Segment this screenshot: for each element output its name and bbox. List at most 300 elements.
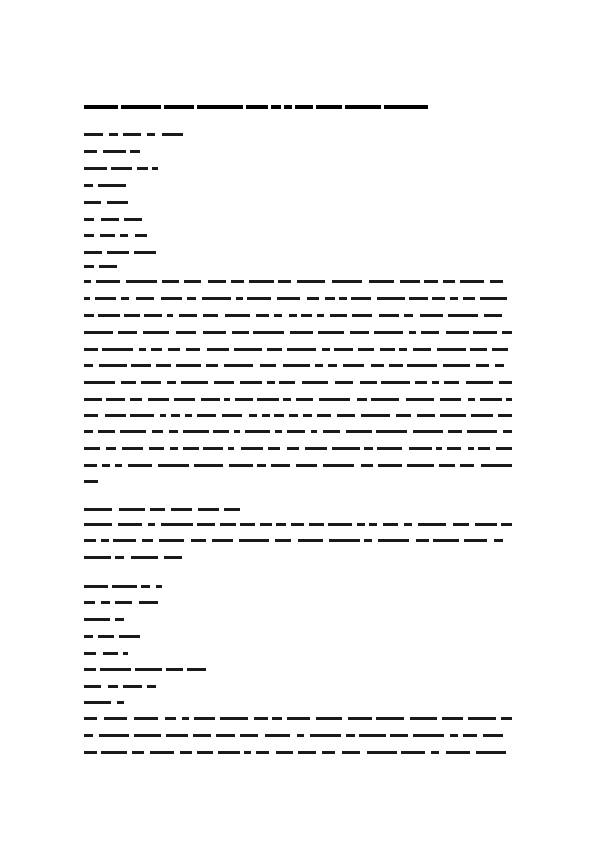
text-word — [421, 331, 439, 334]
text-word — [443, 280, 455, 283]
text-line — [84, 749, 512, 757]
text-word — [165, 717, 176, 720]
text-line — [84, 699, 124, 707]
text-word — [468, 398, 475, 401]
text-word — [84, 447, 100, 450]
text-word — [99, 364, 127, 367]
text-word — [418, 523, 446, 526]
text-word — [185, 414, 192, 417]
text-word — [409, 447, 432, 450]
text-word — [139, 601, 158, 604]
text-word — [212, 539, 233, 542]
text-word — [224, 364, 253, 367]
text-word — [201, 398, 220, 401]
text-word — [364, 447, 373, 450]
text-word — [401, 751, 425, 754]
text-word — [84, 398, 102, 401]
text-word — [103, 652, 118, 655]
text-word — [213, 430, 229, 433]
text-word — [167, 314, 173, 317]
text-word — [466, 381, 493, 384]
text-word — [470, 348, 487, 351]
text-word — [182, 717, 189, 720]
text-word — [256, 751, 269, 754]
text-word — [279, 381, 295, 384]
text-word — [249, 414, 257, 417]
text-word — [120, 430, 146, 433]
text-word — [183, 447, 199, 450]
text-word — [84, 381, 115, 384]
text-word — [121, 381, 136, 384]
text-line — [84, 616, 124, 624]
title-word — [345, 105, 381, 109]
text-word — [420, 314, 443, 317]
text-word — [84, 635, 93, 638]
text-word — [296, 398, 313, 401]
text-word — [123, 652, 128, 655]
text-word — [174, 398, 195, 401]
text-word — [369, 280, 394, 283]
text-word — [107, 201, 128, 204]
text-word — [254, 717, 268, 720]
text-line — [84, 216, 142, 224]
text-word — [84, 701, 111, 704]
text-word — [476, 751, 506, 754]
text-word — [187, 668, 206, 671]
title-word — [84, 105, 118, 109]
text-word — [134, 734, 161, 737]
text-word — [84, 251, 102, 254]
text-word — [409, 331, 416, 334]
text-line — [84, 521, 512, 529]
text-word — [332, 447, 360, 450]
text-word — [468, 717, 496, 720]
text-word — [115, 618, 124, 621]
text-word — [84, 414, 98, 417]
text-word — [135, 234, 147, 237]
text-word — [357, 398, 367, 401]
text-word — [84, 201, 101, 204]
text-word — [95, 297, 116, 300]
text-word — [193, 734, 211, 737]
text-line — [84, 396, 512, 404]
text-word — [84, 734, 93, 737]
text-line — [84, 312, 512, 320]
text-word — [322, 751, 335, 754]
text-word — [287, 348, 316, 351]
text-word — [156, 364, 171, 367]
text-word — [475, 523, 497, 526]
text-word — [267, 348, 282, 351]
text-word — [99, 734, 129, 737]
text-word — [197, 414, 216, 417]
text-word — [381, 381, 410, 384]
text-line — [84, 506, 240, 514]
text-word — [122, 447, 143, 450]
text-word — [166, 734, 188, 737]
text-word — [502, 331, 512, 334]
text-word — [220, 717, 248, 720]
text-word — [234, 348, 262, 351]
text-word — [103, 150, 126, 153]
text-line — [84, 732, 512, 740]
text-word — [130, 150, 140, 153]
text-word — [218, 751, 240, 754]
text-word — [118, 331, 137, 334]
title-word — [121, 105, 161, 109]
text-word — [180, 751, 192, 754]
text-line — [84, 428, 512, 436]
text-word — [147, 133, 155, 136]
text-word — [167, 381, 176, 384]
text-word — [84, 280, 91, 283]
text-word — [161, 523, 193, 526]
text-word — [84, 751, 97, 754]
text-word — [240, 523, 255, 526]
text-word — [197, 523, 215, 526]
text-word — [413, 348, 431, 351]
text-word — [496, 447, 512, 450]
text-word — [158, 464, 189, 467]
text-word — [350, 331, 369, 334]
text-word — [503, 430, 512, 433]
text-line — [84, 165, 158, 173]
title-word — [384, 105, 428, 109]
document-title — [84, 96, 514, 108]
text-word — [275, 539, 291, 542]
text-word — [332, 280, 362, 283]
text-word — [84, 556, 111, 559]
text-word — [84, 464, 97, 467]
text-word — [162, 133, 183, 136]
text-word — [139, 348, 146, 351]
text-word — [506, 398, 512, 401]
text-word — [380, 348, 395, 351]
text-word — [84, 314, 94, 317]
text-word — [179, 314, 197, 317]
text-word — [260, 523, 272, 526]
text-word — [316, 717, 342, 720]
title-word — [197, 105, 243, 109]
text-word — [84, 508, 112, 511]
text-word — [84, 430, 93, 433]
text-word — [156, 585, 162, 588]
text-word — [399, 348, 407, 351]
text-word — [267, 381, 275, 384]
text-word — [150, 751, 174, 754]
text-word — [117, 701, 124, 704]
text-word — [84, 668, 96, 671]
text-word — [130, 398, 142, 401]
text-word — [371, 364, 384, 367]
text-word — [222, 414, 242, 417]
text-word — [448, 314, 478, 317]
text-word — [84, 585, 108, 588]
text-word — [84, 523, 112, 526]
text-word — [101, 539, 109, 542]
text-word — [148, 398, 169, 401]
text-word — [390, 734, 408, 737]
text-word — [453, 523, 469, 526]
text-word — [481, 464, 512, 467]
text-line — [84, 362, 512, 370]
text-word — [436, 447, 442, 450]
text-word — [141, 381, 161, 384]
text-word — [109, 133, 118, 136]
text-word — [98, 314, 120, 317]
text-word — [151, 348, 162, 351]
text-word — [84, 480, 98, 483]
text-word — [463, 297, 475, 300]
text-word — [309, 523, 324, 526]
text-word — [184, 280, 201, 283]
text-word — [463, 734, 477, 737]
title-word — [284, 105, 292, 109]
text-word — [102, 464, 110, 467]
text-word — [359, 734, 386, 737]
text-word — [131, 364, 151, 367]
text-word — [287, 717, 310, 720]
text-word — [203, 447, 223, 450]
text-word — [383, 523, 398, 526]
text-word — [131, 556, 158, 559]
text-line — [84, 278, 512, 286]
text-line — [84, 346, 512, 354]
text-word — [123, 685, 142, 688]
text-word — [119, 508, 145, 511]
text-word — [169, 430, 178, 433]
text-word — [98, 430, 115, 433]
text-line — [84, 412, 512, 420]
text-word — [123, 133, 141, 136]
text-word — [417, 414, 435, 417]
text-word — [260, 364, 276, 367]
text-word — [404, 523, 412, 526]
text-word — [409, 297, 428, 300]
text-word — [443, 364, 470, 367]
text-word — [98, 635, 114, 638]
text-word — [480, 398, 502, 401]
text-word — [290, 331, 313, 334]
text-word — [432, 297, 445, 300]
text-word — [378, 539, 409, 542]
text-word — [317, 314, 324, 317]
text-word — [289, 414, 298, 417]
text-word — [317, 414, 331, 417]
text-word — [329, 539, 360, 542]
text-word — [352, 314, 372, 317]
text-word — [272, 717, 282, 720]
text-line — [84, 666, 206, 674]
text-word — [135, 668, 162, 671]
text-word — [152, 430, 163, 433]
text-word — [241, 447, 263, 450]
text-word — [471, 414, 493, 417]
text-word — [498, 414, 512, 417]
text-word — [239, 539, 269, 542]
text-word — [464, 539, 487, 542]
text-word — [115, 601, 132, 604]
title-word — [271, 105, 281, 109]
text-word — [415, 381, 427, 384]
text-word — [84, 133, 103, 136]
text-word — [490, 280, 503, 283]
text-word — [364, 539, 372, 542]
text-word — [181, 381, 208, 384]
text-line — [84, 583, 162, 591]
text-word — [360, 381, 377, 384]
text-word — [410, 717, 437, 720]
text-word — [450, 297, 458, 300]
text-word — [301, 314, 312, 317]
text-word — [296, 464, 317, 467]
text-word — [166, 668, 183, 671]
text-word — [142, 539, 153, 542]
title-word — [316, 105, 342, 109]
text-word — [143, 331, 169, 334]
text-word — [84, 539, 96, 542]
title-word — [164, 105, 194, 109]
text-word — [171, 508, 192, 511]
text-word — [318, 331, 344, 334]
text-word — [194, 717, 215, 720]
text-word — [134, 717, 158, 720]
text-word — [208, 280, 226, 283]
text-line — [84, 295, 512, 303]
text-word — [371, 398, 399, 401]
text-word — [315, 364, 323, 367]
text-word — [225, 314, 250, 317]
text-word — [214, 381, 234, 384]
text-word — [343, 364, 364, 367]
text-line — [84, 263, 118, 271]
text-word — [431, 751, 439, 754]
text-word — [460, 464, 474, 467]
text-word — [448, 430, 462, 433]
text-word — [231, 280, 244, 283]
text-word — [84, 601, 95, 604]
text-line — [84, 329, 512, 337]
text-word — [303, 414, 312, 417]
text-word — [152, 167, 158, 170]
text-word — [161, 297, 182, 300]
text-line — [84, 249, 156, 257]
text-word — [325, 297, 335, 300]
text-word — [128, 464, 152, 467]
text-word — [446, 331, 469, 334]
text-word — [84, 618, 110, 621]
text-word — [118, 523, 142, 526]
text-line — [84, 199, 128, 207]
text-word — [107, 251, 129, 254]
text-word — [108, 685, 118, 688]
text-word — [228, 447, 234, 450]
text-word — [235, 398, 253, 401]
text-word — [460, 280, 484, 283]
text-word — [84, 150, 97, 153]
text-word — [291, 523, 304, 526]
title-word — [295, 105, 313, 109]
text-word — [367, 751, 397, 754]
text-word — [335, 381, 353, 384]
text-word — [484, 314, 502, 317]
text-line — [84, 537, 512, 545]
text-word — [207, 348, 229, 351]
text-word — [323, 430, 340, 433]
text-word — [271, 464, 290, 467]
text-word — [277, 297, 300, 300]
text-word — [361, 464, 373, 467]
text-word — [84, 218, 94, 221]
text-line — [84, 650, 128, 658]
text-word — [437, 348, 466, 351]
text-line — [84, 182, 126, 190]
text-word — [319, 398, 350, 401]
text-word — [168, 348, 180, 351]
text-word — [96, 280, 120, 283]
text-word — [377, 297, 405, 300]
text-word — [334, 348, 353, 351]
text-word — [256, 314, 269, 317]
text-line — [84, 715, 512, 723]
text-word — [84, 331, 113, 334]
text-word — [106, 398, 125, 401]
text-word — [99, 265, 117, 268]
text-word — [413, 734, 444, 737]
text-word — [240, 734, 258, 737]
text-word — [101, 601, 110, 604]
text-line — [84, 633, 144, 641]
text-word — [84, 364, 93, 367]
text-word — [298, 539, 323, 542]
text-word — [216, 734, 235, 737]
text-word — [357, 523, 365, 526]
text-word — [176, 364, 201, 367]
text-word — [101, 751, 127, 754]
text-word — [220, 523, 236, 526]
text-word — [297, 734, 304, 737]
text-word — [424, 280, 438, 283]
text-word — [100, 234, 115, 237]
text-line — [84, 462, 512, 470]
text-word — [206, 364, 218, 367]
text-word — [377, 447, 402, 450]
text-word — [244, 751, 251, 754]
text-word — [310, 734, 341, 737]
text-word — [160, 414, 166, 417]
text-word — [105, 414, 126, 417]
text-word — [413, 430, 443, 433]
text-word — [351, 297, 371, 300]
text-word — [374, 331, 403, 334]
text-word — [147, 685, 156, 688]
text-word — [378, 464, 402, 467]
text-word — [339, 297, 347, 300]
text-word — [137, 167, 148, 170]
text-word — [197, 751, 213, 754]
text-word — [416, 539, 429, 542]
text-word — [302, 381, 328, 384]
text-word — [104, 717, 127, 720]
text-line — [84, 232, 156, 240]
text-word — [396, 414, 411, 417]
text-word — [245, 430, 270, 433]
text-word — [442, 717, 463, 720]
text-word — [84, 685, 101, 688]
text-word — [468, 447, 474, 450]
text-word — [276, 751, 293, 754]
text-word — [111, 167, 132, 170]
